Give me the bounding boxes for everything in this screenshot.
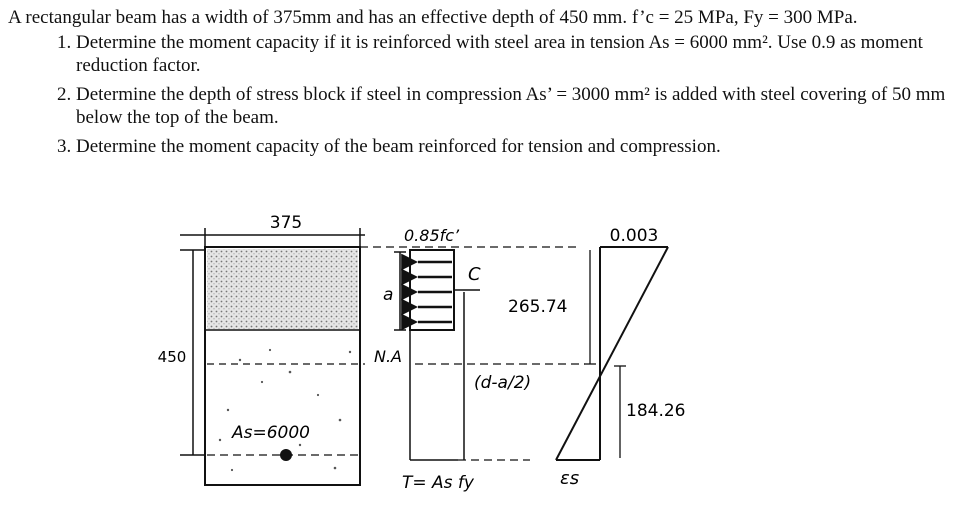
compression-force-label: C (468, 264, 481, 285)
depth-dimension (158, 250, 205, 455)
problem-intro: A rectangular beam has a width of 375mm and has an effective depth of 450 mm. f’c = 25 MPa, Fy = 300 MPa. (8, 7, 858, 28)
stress-block-diagram (360, 226, 585, 493)
neutral-axis-depth-label: 265.74 (508, 297, 568, 317)
strain-diagram (508, 226, 685, 489)
lever-arm-label: (d-a/2) (474, 373, 532, 393)
beam-cross-section (205, 247, 365, 485)
tension-force-label: T= As fy (402, 473, 474, 493)
width-label: 375 (269, 213, 303, 233)
tension-steel-bar (280, 449, 292, 461)
question-item-3: 3. Determine the moment capacity of the beam reinforced for tension and compression. (76, 135, 960, 158)
depth-label: 450 (157, 348, 187, 366)
question-item-1: 1. Determine the moment capacity if it is reinforced with steel area in tension As = 6000 mm². Use 0.9 as moment reduction factor. (76, 31, 960, 77)
steel-area-label: As=6000 (232, 423, 310, 443)
neutral-axis-label: N.A (374, 347, 402, 366)
steel-strain-label: εs (560, 468, 580, 489)
steel-depth-below-na-label: 184.26 (626, 401, 686, 421)
width-dimension (180, 213, 365, 246)
stress-label: 0.85fc’ (404, 226, 460, 245)
stress-depth-a-label: a (383, 285, 394, 305)
question-item-2: 2. Determine the depth of stress block if steel in compression As’ = 3000 mm² is added with steel covering of 50 mm below the top of the beam. (76, 83, 960, 129)
strain-top-label: 0.003 (609, 226, 659, 246)
